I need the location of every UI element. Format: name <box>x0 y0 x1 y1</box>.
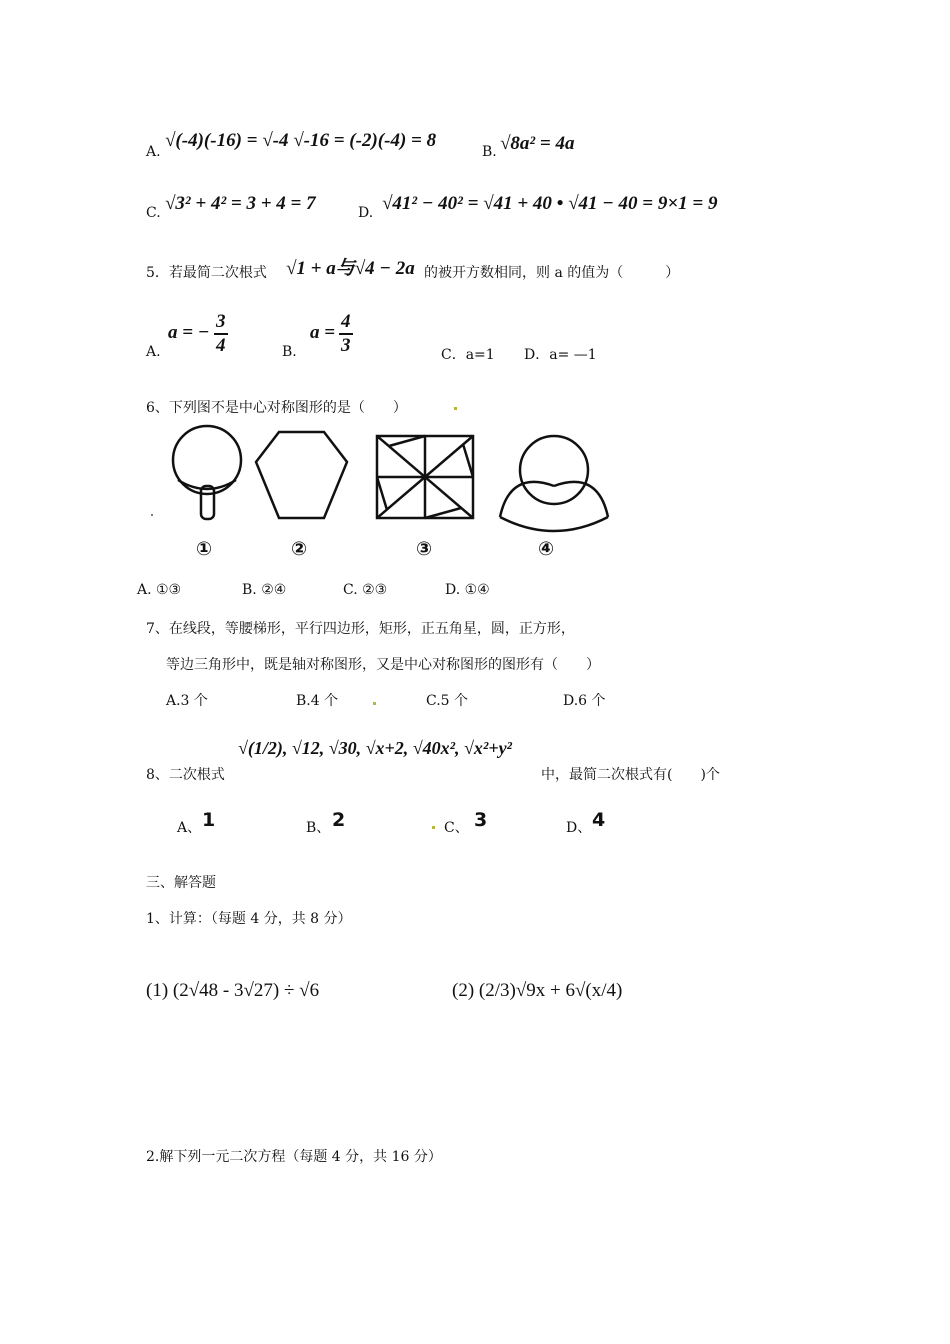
q8-option-a-value: 1 <box>202 809 216 831</box>
q8-option-c-label: C、 <box>444 820 469 836</box>
section-3-q1-part-2: (2) (2/3)√9x + 6√(x/4) <box>452 980 623 1001</box>
q5-option-b-label: B. <box>282 344 297 360</box>
q7-option-c: C.5 个 <box>426 693 469 709</box>
q5-option-b-denominator: 3 <box>341 335 351 356</box>
q4-option-b-expression: √8a² = 4a <box>500 133 575 154</box>
q4-option-b-label: B. <box>482 144 497 160</box>
q5-option-c: C．a=1 <box>441 347 495 363</box>
speck <box>432 826 435 829</box>
q4-option-a-label: A. <box>146 144 161 160</box>
q5-stem-expression: √1 + a与√4 − 2a <box>286 258 415 279</box>
q8-option-b-value: 2 <box>332 809 346 831</box>
q8-option-a-label: A、 <box>177 820 202 836</box>
q7-option-a: A.3 个 <box>166 693 208 709</box>
q8-option-d-value: 4 <box>592 809 606 831</box>
q4-option-c-expression: √3² + 4² = 3 + 4 = 7 <box>165 193 316 214</box>
q6-figure-label-3: ③ <box>416 538 433 560</box>
q5-option-a-lhs: a = − <box>168 322 210 343</box>
q8-stem-end: 中，最简二次根式有( )个 <box>541 767 720 783</box>
q7-option-b: B.4 个 <box>296 693 339 709</box>
q6-figure-label-4: ④ <box>538 538 555 560</box>
q6-option-a: A. ①③ <box>137 582 182 598</box>
q7-stem-line-1: 7、在线段，等腰梯形，平行四边形，矩形，正五角星，圆，正方形， <box>146 621 575 637</box>
q8-stem-expression: √(1/2), √12, √30, √x+2, √40x², √x²+y² <box>238 738 512 758</box>
q7-stem-line-2: 等边三角形中，既是轴对称图形，又是中心对称图形的图形有（ ） <box>166 657 600 673</box>
q6-option-d: D. ①④ <box>445 582 490 598</box>
q5-option-b-lhs: a = <box>310 322 336 343</box>
q6-figure-label-1: ① <box>196 538 213 560</box>
section-3-q2-stem: 2.解下列一元二次方程（每题 4 分，共 16 分） <box>146 1149 442 1165</box>
q6-stem: 6、下列图不是中心对称图形的是（ ） <box>146 400 407 416</box>
q8-option-d-label: D、 <box>566 820 592 836</box>
figure-2-hexagon <box>256 432 347 518</box>
q6-option-b: B. ②④ <box>242 582 287 598</box>
q7-option-d: D.6 个 <box>563 693 606 709</box>
q8-stem-start: 8、二次根式 <box>146 767 225 783</box>
q5-stem-end: 的被开方数相同，则 a 的值为（ ） <box>424 265 680 281</box>
q4-option-c-label: C. <box>146 205 161 221</box>
q6-option-c: C. ②③ <box>343 582 388 598</box>
q4-option-a-expression: √(-4)(-16) = √-4 √-16 = (-2)(-4) = 8 <box>165 130 437 151</box>
q5-option-a-denominator: 4 <box>216 335 226 356</box>
figure-4-arcs <box>500 436 608 531</box>
q8-option-b-label: B、 <box>306 820 331 836</box>
q5-option-d: D．a= —1 <box>524 347 597 363</box>
q5-option-a-numerator: 3 <box>216 311 226 332</box>
section-3-q1-stem: 1、计算：（每题 4 分，共 8 分） <box>146 911 352 927</box>
section-3-title: 三、解答题 <box>146 875 216 891</box>
section-3-q1-part-1: (1) (2√48 - 3√27) ÷ √6 <box>146 980 320 1001</box>
figure-1-paddle <box>173 426 241 519</box>
q6-figure-label-2: ② <box>291 538 308 560</box>
q8-option-c-value: 3 <box>474 809 488 831</box>
q5-option-a-label: A. <box>146 344 161 360</box>
speck <box>373 702 376 705</box>
figure-3-pinwheel <box>377 436 473 518</box>
speck <box>454 407 457 410</box>
q4-option-d-label: D. <box>358 205 374 221</box>
q5-stem-start: 5．若最简二次根式 <box>146 265 267 281</box>
q4-option-d-expression: √41² − 40² = √41 + 40 • √41 − 40 = 9×1 = 9 <box>382 193 718 214</box>
q5-option-b-numerator: 4 <box>341 311 351 332</box>
